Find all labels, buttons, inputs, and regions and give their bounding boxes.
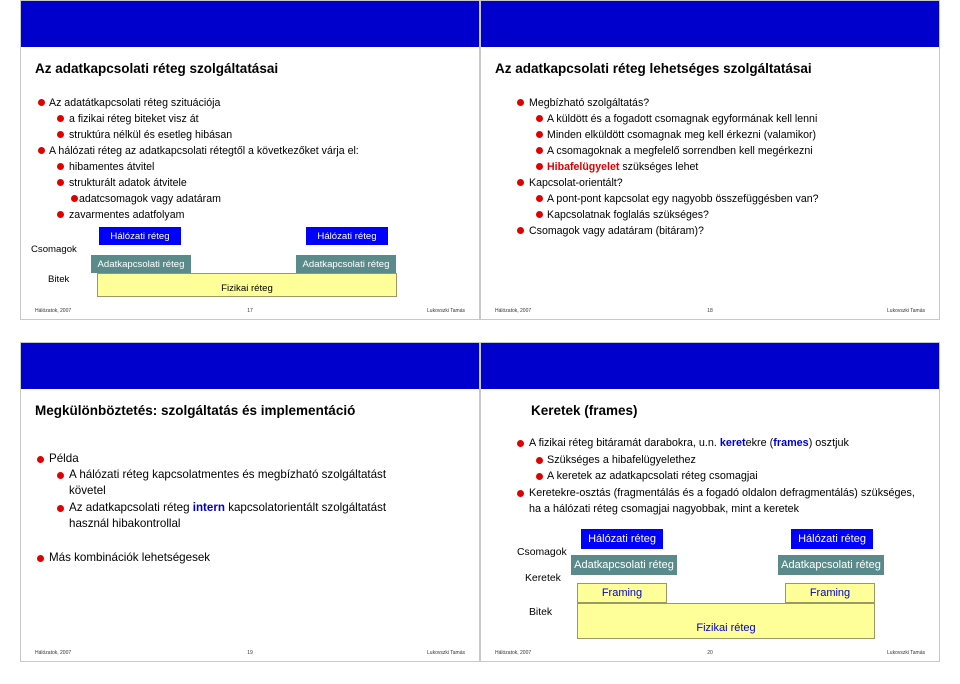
bullet-icon <box>536 115 543 122</box>
bullet-item: Az adatátkapcsolati réteg szituációja <box>35 95 469 111</box>
network-layer-left: Hálózati réteg <box>581 529 663 549</box>
physical-layer: Fizikai réteg <box>97 273 397 297</box>
bullet-item: A fizikai réteg bitáramát darabokra, u.n. keretekre (frames) osztjuk <box>517 435 919 452</box>
slide-title: Az adatkapcsolati réteg lehetséges szolgáltatásai <box>495 61 812 76</box>
bullet-item: A keretek az adatkapcsolati réteg csomagjai <box>517 468 919 485</box>
slide-body <box>517 95 929 239</box>
bullet-icon <box>37 555 44 562</box>
network-layer-right: Hálózati réteg <box>791 529 873 549</box>
footer-course: Hálózatok, 2007 <box>35 308 72 314</box>
bullet-item: Minden elküldött csomagnak meg kell érkezni (valamikor) <box>517 127 929 143</box>
bullet-item: Kapcsolatnak foglalás szükséges? <box>517 207 929 223</box>
slide-title: Az adatkapcsolati réteg szolgáltatásai <box>35 61 279 76</box>
bullet-item: struktúra nélkül és esetleg hibásan <box>35 127 469 143</box>
bullet-icon <box>57 211 64 218</box>
bullet-icon <box>536 195 543 202</box>
slide-19 <box>20 342 480 662</box>
footer-author: Lukovszki Tamás <box>887 650 925 656</box>
bullet-item: Szükséges a hibafelügyelethez <box>517 452 919 469</box>
bullet-icon <box>57 472 64 479</box>
header-band <box>21 1 479 47</box>
bullet-item: Megbízható szolgáltatás? <box>517 95 929 111</box>
row-label-csomagok: Csomagok <box>517 547 567 558</box>
slide-body <box>517 435 919 518</box>
bullet-icon <box>536 211 543 218</box>
bullet-icon <box>517 179 524 186</box>
footer-course: Hálózatok, 2007 <box>35 650 72 656</box>
bullet-item: Az adatkapcsolati réteg intern kapcsolatorientált szolgáltatást használ hibakontrollal <box>35 500 409 532</box>
bullet-icon <box>71 195 78 202</box>
footer-author: Lukovszki Tamás <box>427 650 465 656</box>
bullet-item: A pont-pont kapcsolat egy nagyobb összefüggésben van? <box>517 191 929 207</box>
bullet-item: Kapcsolat-orientált? <box>517 175 929 191</box>
bullet-item: adatcsomagok vagy adatáram <box>35 191 469 207</box>
footer-course: Hálózatok, 2007 <box>495 308 532 314</box>
row-label-keretek: Keretek <box>525 573 561 584</box>
header-band <box>481 343 939 389</box>
bullet-icon <box>57 505 64 512</box>
slide-title: Megkülönböztetés: szolgáltatás és implementáció <box>35 403 356 418</box>
slide-title: Keretek (frames) <box>531 403 638 418</box>
bullet-icon <box>517 440 524 447</box>
footer-page-number: 20 <box>707 650 713 656</box>
footer-course: Hálózatok, 2007 <box>495 650 532 656</box>
slide-18 <box>480 0 940 320</box>
bullet-icon <box>536 473 543 480</box>
bullet-item: a fizikai réteg biteket visz át <box>35 111 469 127</box>
footer-page-number: 18 <box>707 308 713 314</box>
slide-body <box>35 95 469 223</box>
bullet-icon <box>57 115 64 122</box>
datalink-layer-left: Adatkapcsolati réteg <box>571 555 677 575</box>
datalink-layer-left: Adatkapcsolati réteg <box>91 255 191 273</box>
header-band <box>21 343 479 389</box>
bullet-item: A hálózati réteg kapcsolatmentes és megbízható szolgáltatást követel <box>35 467 409 499</box>
row-label-csomagok: Csomagok <box>31 244 77 255</box>
bullet-item: Keretekre-osztás (fragmentálás és a fogadó oldalon defragmentálás) szükséges, ha a hálózati réteg csomagjai nagyobbak, mint a keretek <box>517 485 919 518</box>
bullet-item: A küldött és a fogadott csomagnak egyformának kell lenni <box>517 111 929 127</box>
network-layer-right: Hálózati réteg <box>306 227 388 245</box>
bullet-icon <box>517 227 524 234</box>
slide-17 <box>20 0 480 320</box>
row-label-bitek: Bitek <box>529 607 553 618</box>
bullet-icon <box>536 147 543 154</box>
slide-20 <box>480 342 940 662</box>
footer-page-number: 19 <box>247 650 253 656</box>
header-band <box>481 1 939 47</box>
row-label-bitek: Bitek <box>48 274 70 285</box>
framing-right: Framing <box>785 583 875 603</box>
framing-left: Framing <box>577 583 667 603</box>
bullet-icon <box>536 163 543 170</box>
bullet-item: hibamentes átvitel <box>35 159 469 175</box>
bullet-icon <box>57 163 64 170</box>
footer-author: Lukovszki Tamás <box>427 308 465 314</box>
bullet-item: A hálózati réteg az adatkapcsolati rétegtől a következőket várja el: <box>35 143 469 159</box>
bullet-item: Más kombinációk lehetségesek <box>35 550 409 566</box>
slide-body <box>35 451 409 566</box>
bullet-icon <box>517 490 524 497</box>
footer-author: Lukovszki Tamás <box>887 308 925 314</box>
bullet-icon <box>517 99 524 106</box>
datalink-layer-right: Adatkapcsolati réteg <box>296 255 396 273</box>
bullet-icon <box>57 131 64 138</box>
bullet-item: A csomagoknak a megfelelő sorrendben kell megérkezni <box>517 143 929 159</box>
bullet-icon <box>37 456 44 463</box>
bullet-icon <box>38 147 45 154</box>
network-layer-left: Hálózati réteg <box>99 227 181 245</box>
bullet-item: strukturált adatok átvitele <box>35 175 469 191</box>
bullet-icon <box>536 457 543 464</box>
physical-layer: Fizikai réteg <box>577 603 875 639</box>
bullet-item: Csomagok vagy adatáram (bitáram)? <box>517 223 929 239</box>
bullet-icon <box>57 179 64 186</box>
bullet-item: zavarmentes adatfolyam <box>35 207 469 223</box>
bullet-icon <box>38 99 45 106</box>
bullet-item: Hibafelügyelet szükséges lehet <box>517 159 929 175</box>
footer-page-number: 17 <box>247 308 253 314</box>
datalink-layer-right: Adatkapcsolati réteg <box>778 555 884 575</box>
bullet-item: Példa <box>35 451 409 467</box>
bullet-icon <box>536 131 543 138</box>
